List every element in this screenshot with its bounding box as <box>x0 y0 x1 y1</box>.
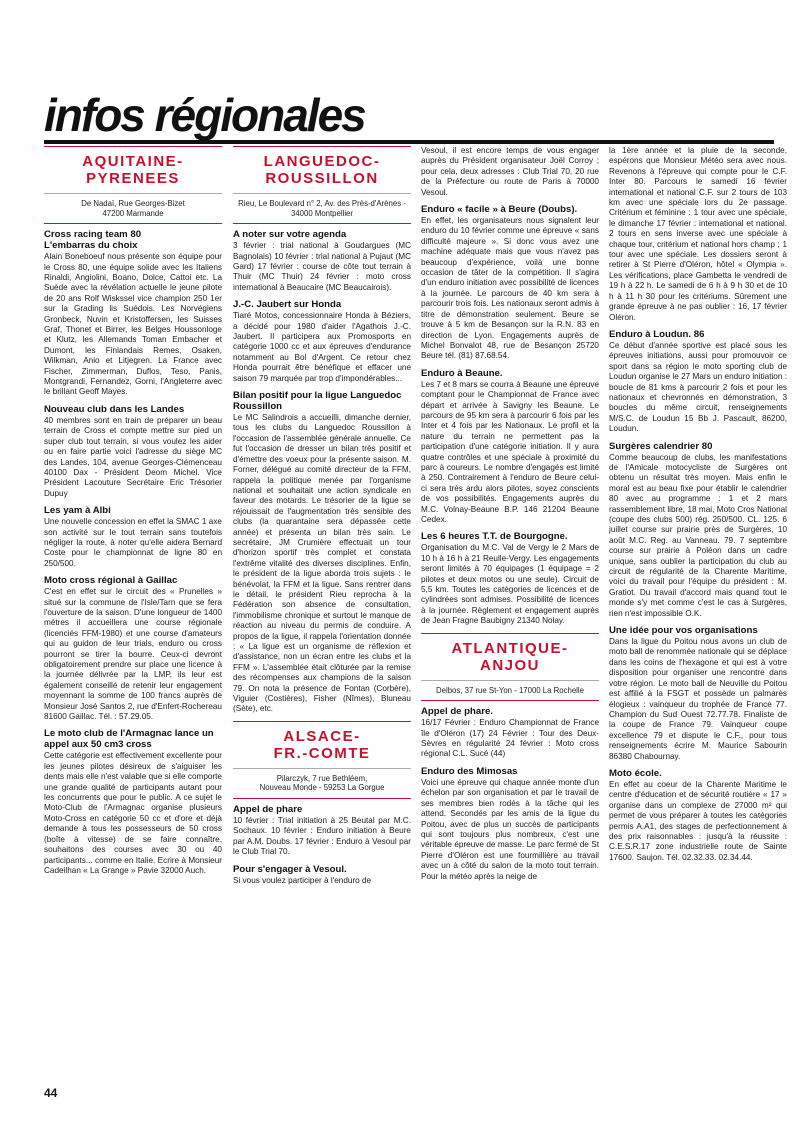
article <box>44 505 222 569</box>
article-heading: J.-C. Jaubert sur Honda <box>233 299 342 311</box>
article-body: Comme beaucoup de clubs, les manifestations de l'Amicale motocycliste de Surgères ont obtenu un résultat très moyen. Mais enfin le moral est au beau fixe pour établir le calendrier 80 avec au programme : 1 et 2 mars rassemblement libre, 18 mai, Moto Cros National (coupe des clubs 500) rég. 250/500. CL. 125. 6 juillet course sur prairie près de Surgères, 10 août M.C. Reg. au Vanneau. 79. 7 septembre course sur prairie à Poléon dans un cadre unique, sans oublier la participation du club au circuit de régularité de la Charente Maritime, voici du travail pour l'équipe du président : M. Gratiot. Du travail d'accord mais quand tout le monde s'y met comme c'est le cas à Surgères, rien n'est impossible O.K. <box>609 452 787 618</box>
article <box>44 728 222 876</box>
article-body: 16/17 Février : Enduro Championnat de France île d'Oléron (17) 24 Février : Tour des Deux-Sèvres en régularité 24 février : Moto cross régional C.L. Sucé (44) <box>421 718 599 759</box>
article-heading: Surgères calendrier 80 <box>609 440 713 452</box>
article-body: Les 7 et 8 mars se courra à Beaune une épreuve comptant pour le Championnat de France avec départ et arrivée à Savigny les Beaune. Le parcours de 95 km sera à parcourir 6 fois par les Inter et 4 fois par les Nationaux. Le profil et la nature du terrain ne permettent pas la participation d'une catégorie initiation. Il y aura quatre contrôles et une spéciale à proximité du parc à coureurs. Le nombre d'engagés est limité à 250. Contrairement à l'enduro de Beure celui-ci sera très ardu alors pilotes, soyez conscients de vos possibilités. Engagements auprès du M.C. Volnay-Beaune B.P. 146 21204 Beaune Cedex. <box>421 379 599 524</box>
article-heading: Une idée pour vos organisations <box>609 625 758 637</box>
article-body: Si vous voulez participer à l'enduro de <box>233 875 372 885</box>
article-body: 40 membres sont en train de préparer un beau terrain de Cross et compte mettre sur pied un super club tout terrain, si vous voulez les aider ou en faire partie voici l'adresse du siège MC des Landes, 104, avenue Georges-Clémenceau 40100 Dax - Président Deom Michel. Vice Président Lacouture Secrétaire Eric Trésorier Dupuy <box>44 415 222 498</box>
article <box>609 441 787 620</box>
region-address: Delbos, 37 rue St-Yon - 17000 La Rochelle <box>421 680 599 696</box>
masthead <box>44 88 774 144</box>
article <box>233 804 411 858</box>
article-heading: Moto école. <box>609 767 662 779</box>
article-heading: Cross racing team 80 L'embarras du choix <box>44 229 142 252</box>
article-body: En effet au coeur de la Charente Maritime le centre d'éducation et de sécurité routière « 17 » organise dans un complexe de 27000 m² qui permet de vous préparer à toutes les catégories permis A.A1, des stages de perfectionnement à des prix raisonnables : jusqu'à la réussite : C.E.S.R.17 zone industrielle route de Sainte 17600. Saujon. Tél. 02.32.33. 02.34.44. <box>609 779 787 862</box>
region-header <box>44 146 222 224</box>
article-body: Le MC Salindrois a accueilli, dimanche dernier, tous les clubs du Languedoc Roussillon à l'occasion de l'assemblée générale annuelle. Ce fut l'occasion de dresser un bilan très positif et d'émettre des voeux pour la présente saison. M. Forner, délégué au comité directeur de la FFM, rappela la politique menée par l'organisme national et souhaitait une action syndicale en faveur des motards. Le trésorier de la ligue se réjouissait de l'augmentation très sensible des clubs (la quarantaine sera dépassée cette année) et présenta un bilan très sain. Le secrétaire, JM Crumière effectuait un tour d'horizon sportif très complet et constata l'extrême vitalité des diverses disciplines. Enfin, le président de la ligue aborda trois sujets : le bénévolat, la FFM et la ligue. Sans rentrer dans le détail, le président Rieu reprocha à la Fédération son absence de consultation, l'immobilisme chronique et surtout le manque de réaction au niveau du permis de conduire. A propos de la ligue, il rappela l'orientation donnée : « La ligue est un organisme de réflexion et d'assistance, non un écran entre les clubs et la FFM ». L'assemblée était clôturée par la remise des récompenses aux champions de la saison 79. On nota la présence de Fontan (Corbère), Viguier (Costières), Fisher (Nîmes), Bluneau (Sète), etc. <box>233 413 411 714</box>
article-heading: Enduro à Beaune. <box>421 367 503 379</box>
region-name: LANGUEDOC- ROUSSILLON <box>263 153 381 187</box>
article-heading: Bilan positif pour la ligue Languedoc Roussillon <box>233 390 402 413</box>
article-body: 10 février : Trial initiation à 25 Beutal par M.C. Sochaux. 10 février : Enduro initiation à Beure par A.M. Doubs. 17 février : Enduro à Vesoul par le Club Trial 70. <box>233 816 411 857</box>
article-body: Organisation du M.C. Val de Vergy le 2 Mars de 10 h à 16 h à 21 Reulle-Vergy. Les engagements seront limités à 70 équipages (1 équipage = 2 pilotes et deux motos ou une seule). Circuit de 5,5 km. Toutes les catégories de licences et de cylindrées sont admises. Possibilité de licences à la journée. Règlement et engagement auprès de Jean Fragne Baubigny 21340 Nolay. <box>421 543 599 626</box>
article-heading: Les 6 heures T.T. de Bourgogne. <box>421 531 568 543</box>
article-heading: A noter sur votre agenda <box>233 229 347 241</box>
article <box>233 864 411 886</box>
article <box>421 531 599 626</box>
article-body: Cette catégorie est effectivement excellente pour les jeunes pilotes désireux de s'aiguiser les dents mais elle n'est valable que si elle comporte une grande qualité de participants autant pour les concurrents que pour le public. A ce sujet le Moto-Club de l'Armagnac organise plusieurs Moto-Cross en catégorie 50 cc et d'ore et déjà demande à tous les possesseurs de 50 cross (boîte à vitesse) de se faire connaître, souhaitons des courses avec 30 ou 40 participants... comme en Italie. Ecrire à Monsieur Cadeilhan « La Grange » Pavie 32000 Auch. <box>44 751 222 875</box>
page-number: 44 <box>44 1086 58 1100</box>
region-address: De Nadaï, Rue Georges-Bizet 47200 Marmande <box>44 193 222 218</box>
article <box>609 768 787 863</box>
article <box>233 299 411 384</box>
article-body: Alain Boneboeuf nous présente son équipe pour le Cross 80, une équipe solide avec les Italiens Rinaldi, Angiolini, Boano, Dolce, Cattoi etc. La Suède avec la révélation actuelle le jeune pilote de 20 ans Rolf Wiskssel vice champion 250 1er sur la Grading lis Suédois. Les Norvégiens Gronbeck, Nuvin et Kristoffersen, les Suisses Graf, Thonet et Birrer, les Belges Houssonloge et Klutz, les Allemands Toman Embacher et Dumont, les Finlandais Remes, Osaken, Wilkman, Anio et Litjegren. La France avec Fischer, Zimmerman, Duflos, Teso, Panis, Montgrandi, Fernandez, Gorni, l'Angleterre avec le brillant Geoff Mayes. <box>44 252 222 397</box>
article <box>44 575 222 722</box>
article <box>609 329 787 435</box>
article-body: 3 février : trial national à Goudargues (MC Bagnolais) 10 février : trial national à Pujaut (MC Gard) 17 février : course de côte tout terrain à Thuir (MC Thuir) 24 février : moto cross international à Beaucaire (MC Beaucairois). <box>233 241 411 292</box>
region-name: ATLANTIQUE- ANJOU <box>451 639 569 674</box>
article-body: la 1ère année et la pluie de la seconde, espérons que Monsieur Météo sera avec nous. Revenons à l'épreuve qui compte pour le C.F. Inter 80. Parcours le samedi 16 février international et national C.F. sur 2 tours de 103 km avec une spéciale lors du 2e passage. Critérium et féminine : 1 tour avec une spéciale, le dimanche 17 février : international et national. 2 tours en sens inverse avec une spéciale à chaque tour, critérium et national hors champ ; 1 tour avec une spéciale. Les dossiers seront à retirer à St Pierre d'Oléron, hôtel « Olympia ». Les vérifications, place Gambetta le vendredi de 19 h à 22 h. Le samedi de 6 h à 9 h 30 et de 10 h à 11 h 30 pour les critériums. Sûrement une grande épreuve à ne pas oublier : 16, 17 février Oléron. <box>609 146 787 322</box>
article-body: Dans la ligue du Poitou nous avons un club de moto ball de renommée nationale qui se déplace dans les coins de l'hexagone et qui est à votre disposition pour organiser une rencontre dans votre région. Le moto ball de Neuville du Poitou est affilié à la FSGT et possède un palmarès élogieux : vainqueur du trophée de France 77. Champion du Sud Ouest 72.77.78. Finaliste de la coupe de France 79. Vainqueur coupe excellence 79 et dispute le C.F., pour tous renseignements écrire M. Maurice Sabourin 86380 Chabournay. <box>609 637 787 761</box>
article <box>421 146 599 198</box>
region-address: Rieu, Le Boulevard n° 2, Av. des Près-d'Arènes - 34000 Montpellier <box>233 193 411 218</box>
article-heading: Appel de phare <box>233 804 303 816</box>
article-heading: Enduro des Mimosas <box>421 765 518 777</box>
region-name: ALSACE- FR.-COMTE <box>273 727 371 762</box>
article-body: Ce début d'année sportive est placé sous les épreuves initiations, aussi pour promouvoir ce sport dans sa région le moto sporting club de Loudun organise le 27 Mars un enduro initiation : boucle de 81 kms à parcourir 2 fois et pour les nationaux et chevronnés en démonstration, 3 boucles du même circuit, renseignements M/S.C. de Loudun 15 Bb J. Pascault, 86200, Loudun. <box>609 340 787 434</box>
region-header <box>233 721 411 799</box>
article-body: Vesoul, il est encore temps de vous engager auprès du Président organisateur Joël Corroy ; pour cela, deux adresses : Club Trial 70, 20 rue de la Préfecture ou route de Paris à 70000 Vesoul. <box>421 146 599 197</box>
column-3 <box>421 146 599 1098</box>
article <box>233 390 411 715</box>
column-2 <box>233 146 411 1098</box>
column-1 <box>44 146 222 1098</box>
article <box>44 229 222 398</box>
article-heading: Enduro à Loudun. 86 <box>609 328 705 340</box>
section-title: infos régionales <box>44 89 365 141</box>
article <box>421 706 599 760</box>
article-body: En effet, les organisateurs nous signalent leur enduro du 10 février comme une épreuve « sans difficulté majeure ». Si donc vous avez une machine adéquate mais que vous n'avez pas beaucoup d'expérience, voilà une bonne occasion de tâter de la compétition. Il s'agira d'un enduro initiation avec possibilité de licences à la journée. Le parcours de 40 km sera à parcourir trois fois. Les nationaux seront admis à titre de démonstration seulement. Beure se trouve à 5 km de Besançon sur la R.N. 83 en direction de Lyon. Engagements auprès de Michel Bonvalot 48, rue de Besançon 25720 Beure tél. (81) 87.68.54. <box>421 216 599 361</box>
article-heading: Les yam à Albi <box>44 505 111 517</box>
article <box>233 229 411 293</box>
region-header <box>421 633 599 702</box>
article-body: Une nouvelle concession en effet la SMAC 1 axe son activité sur le tout terrain sans toutefois négliger la route, à noter qu'elle aidera Bernard Coste pour le championnat de ligne 80 en 250/500. <box>44 517 222 568</box>
article <box>421 204 599 362</box>
article-heading: Enduro « facile » à Beure (Doubs). <box>421 204 578 216</box>
article-heading: Nouveau club dans les Landes <box>44 403 185 415</box>
article-heading: Pour s'engager à Vesoul. <box>233 863 347 875</box>
article <box>609 146 787 323</box>
article <box>44 404 222 499</box>
article <box>609 625 787 762</box>
article-heading: Moto cross régional à Gaillac <box>44 575 178 587</box>
region-name: AQUITAINE- PYRENEES <box>82 153 184 187</box>
article-body: Voici une épreuve qui chaque année monte d'un échelon par son organisation et par le travail de ses membres bien rodés à la tâche qui les attend. Secondés par les amis de la ligue du Poitou, avec de plus un succès de participants qui sont toujours plus nombreux, c'est une véritable épreuve de masse. Le parc fermé de St Pierre d'Oléron est une fourmillière au travail avec un à côté du salon de la moto tout terrain. Pour la météo après la neige de <box>421 777 599 881</box>
region-address: Pilarczyk, 7 rue Bethléem, Nouveau Monde - 59253 La Gorgue <box>233 768 411 793</box>
article <box>421 766 599 882</box>
article-heading: Le moto club de l'Armagnac lance un appel aux 50 cm3 cross <box>44 728 214 751</box>
article-body: Tiaré Motos, concessionnaire Honda à Béziers, a décidé pour 1980 d'aider l'Agathois J.-C. Jaubert. Il participera aux Promosports en catégorie 1000 cc et aux épreuves d'endurance notamment au Bol d'Argent. Ce retour chez Honda pourrait être bénéfique et effacer une saison 79 marquée par trop d'impondérables... <box>233 311 411 383</box>
article-body: C'est en effet sur le circuit des « Prunelles » situé sur la commune de l'Isle/Tarn que se fera l'ouverture de la saison. D'une longueur de 1400 mètres il accueillera une course régionale (licenciés FFM-1980) et une course d'amateurs qui au guidon de leur trials, enduro ou cross pourront se tirer la bourre. Ceux-ci devront obligatoirement prendre sur place une licence à la journée délivrée par la LMP, ils leur est également conseillé de retenir leur engagement moyennant la somme de 100 francs auprès de Monsieur José Santos 2, rue d'Enfert-Rochereau 81600 Gaillac. Tél. : 57.29.05. <box>44 587 222 722</box>
article <box>421 368 599 526</box>
region-header <box>233 146 411 224</box>
column-4 <box>609 146 787 1098</box>
article-heading: Appel de phare. <box>421 706 493 718</box>
